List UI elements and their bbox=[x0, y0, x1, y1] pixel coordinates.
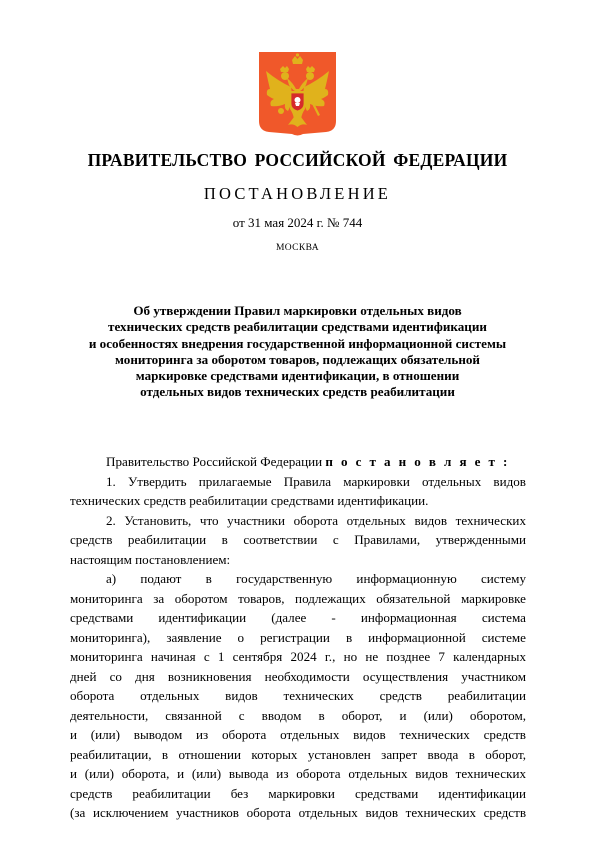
subject-line: мониторинга за оборотом товаров, подлежащих обязательной bbox=[115, 351, 480, 367]
body-line: и (или) оборота, и (или) вывода из оборота отдельных видов технических bbox=[70, 766, 526, 781]
document-city: МОСКВА bbox=[275, 243, 320, 253]
body-line: мониторинга начиная с 1 сентября 2024 г., но не позднее 7 календарных bbox=[70, 649, 526, 664]
body-line: технических средств реабилитации средствами идентификации. bbox=[70, 493, 429, 508]
subject-line: и особенностях внедрения государственной информационной системы bbox=[88, 335, 507, 351]
body-line: оборота отдельных видов технических средств реабилитации bbox=[70, 688, 526, 703]
body-line: а) подают в государственную информационную систему bbox=[106, 571, 526, 586]
body-line: реабилитации, в отношении которых установлен запрет ввода в оборот, bbox=[70, 746, 526, 762]
resolves-spaced-text: п о с т а н о в л я е т : bbox=[325, 454, 510, 469]
body-line: деятельности, связанной с вводом в оборот, и (или) оборотом, bbox=[70, 707, 526, 723]
intro-text: Правительство Российской Федерации bbox=[106, 454, 323, 469]
document-body bbox=[70, 452, 526, 823]
body-line: мониторинга за оборотом товаров, подлежащих обязательной маркировке bbox=[70, 590, 526, 606]
government-title: ПРАВИТЕЛЬСТВО РОССИЙСКОЙ ФЕДЕРАЦИИ bbox=[87, 150, 508, 170]
body-line: дней со дня возникновения необходимости осуществления участником bbox=[70, 668, 526, 684]
body-line: средств реабилитации без маркировки средствами идентификации bbox=[70, 785, 526, 801]
body-line: 1. Утвердить прилагаемые Правила маркировки отдельных видов bbox=[106, 473, 526, 489]
body-line: настоящим постановлением: bbox=[70, 551, 231, 567]
subject-line: Об утверждении Правил маркировки отдельных видов bbox=[133, 303, 462, 318]
body-line: 2. Установить, что участники оборота отдельных видов технических bbox=[106, 512, 526, 528]
body-line: мониторинга), заявление о регистрации в информационной системе bbox=[70, 629, 526, 645]
body-intro-line bbox=[70, 452, 526, 472]
document-subject bbox=[40, 303, 555, 401]
body-line: (за исключением участников оборота отдельных видов технических средств bbox=[70, 805, 526, 820]
subject-line: отдельных видов технических средств реабилитации bbox=[140, 384, 455, 400]
coat-of-arms-emblem bbox=[258, 51, 337, 138]
document-date-number: от 31 мая 2024 г. № 744 bbox=[232, 215, 363, 230]
body-line: и (или) выводом из оборота отдельных видов технических средств bbox=[70, 727, 526, 742]
body-line: средств реабилитации в соответствии с Правилами, утвержденными bbox=[70, 532, 526, 547]
subject-line: маркировке средствами идентификации, в отношении bbox=[135, 368, 460, 384]
subject-line: технических средств реабилитации средствами идентификации bbox=[108, 319, 487, 335]
body-line: средствами идентификации (далее - информационная система bbox=[70, 610, 526, 625]
document-type: ПОСТАНОВЛЕНИЕ bbox=[203, 184, 392, 203]
